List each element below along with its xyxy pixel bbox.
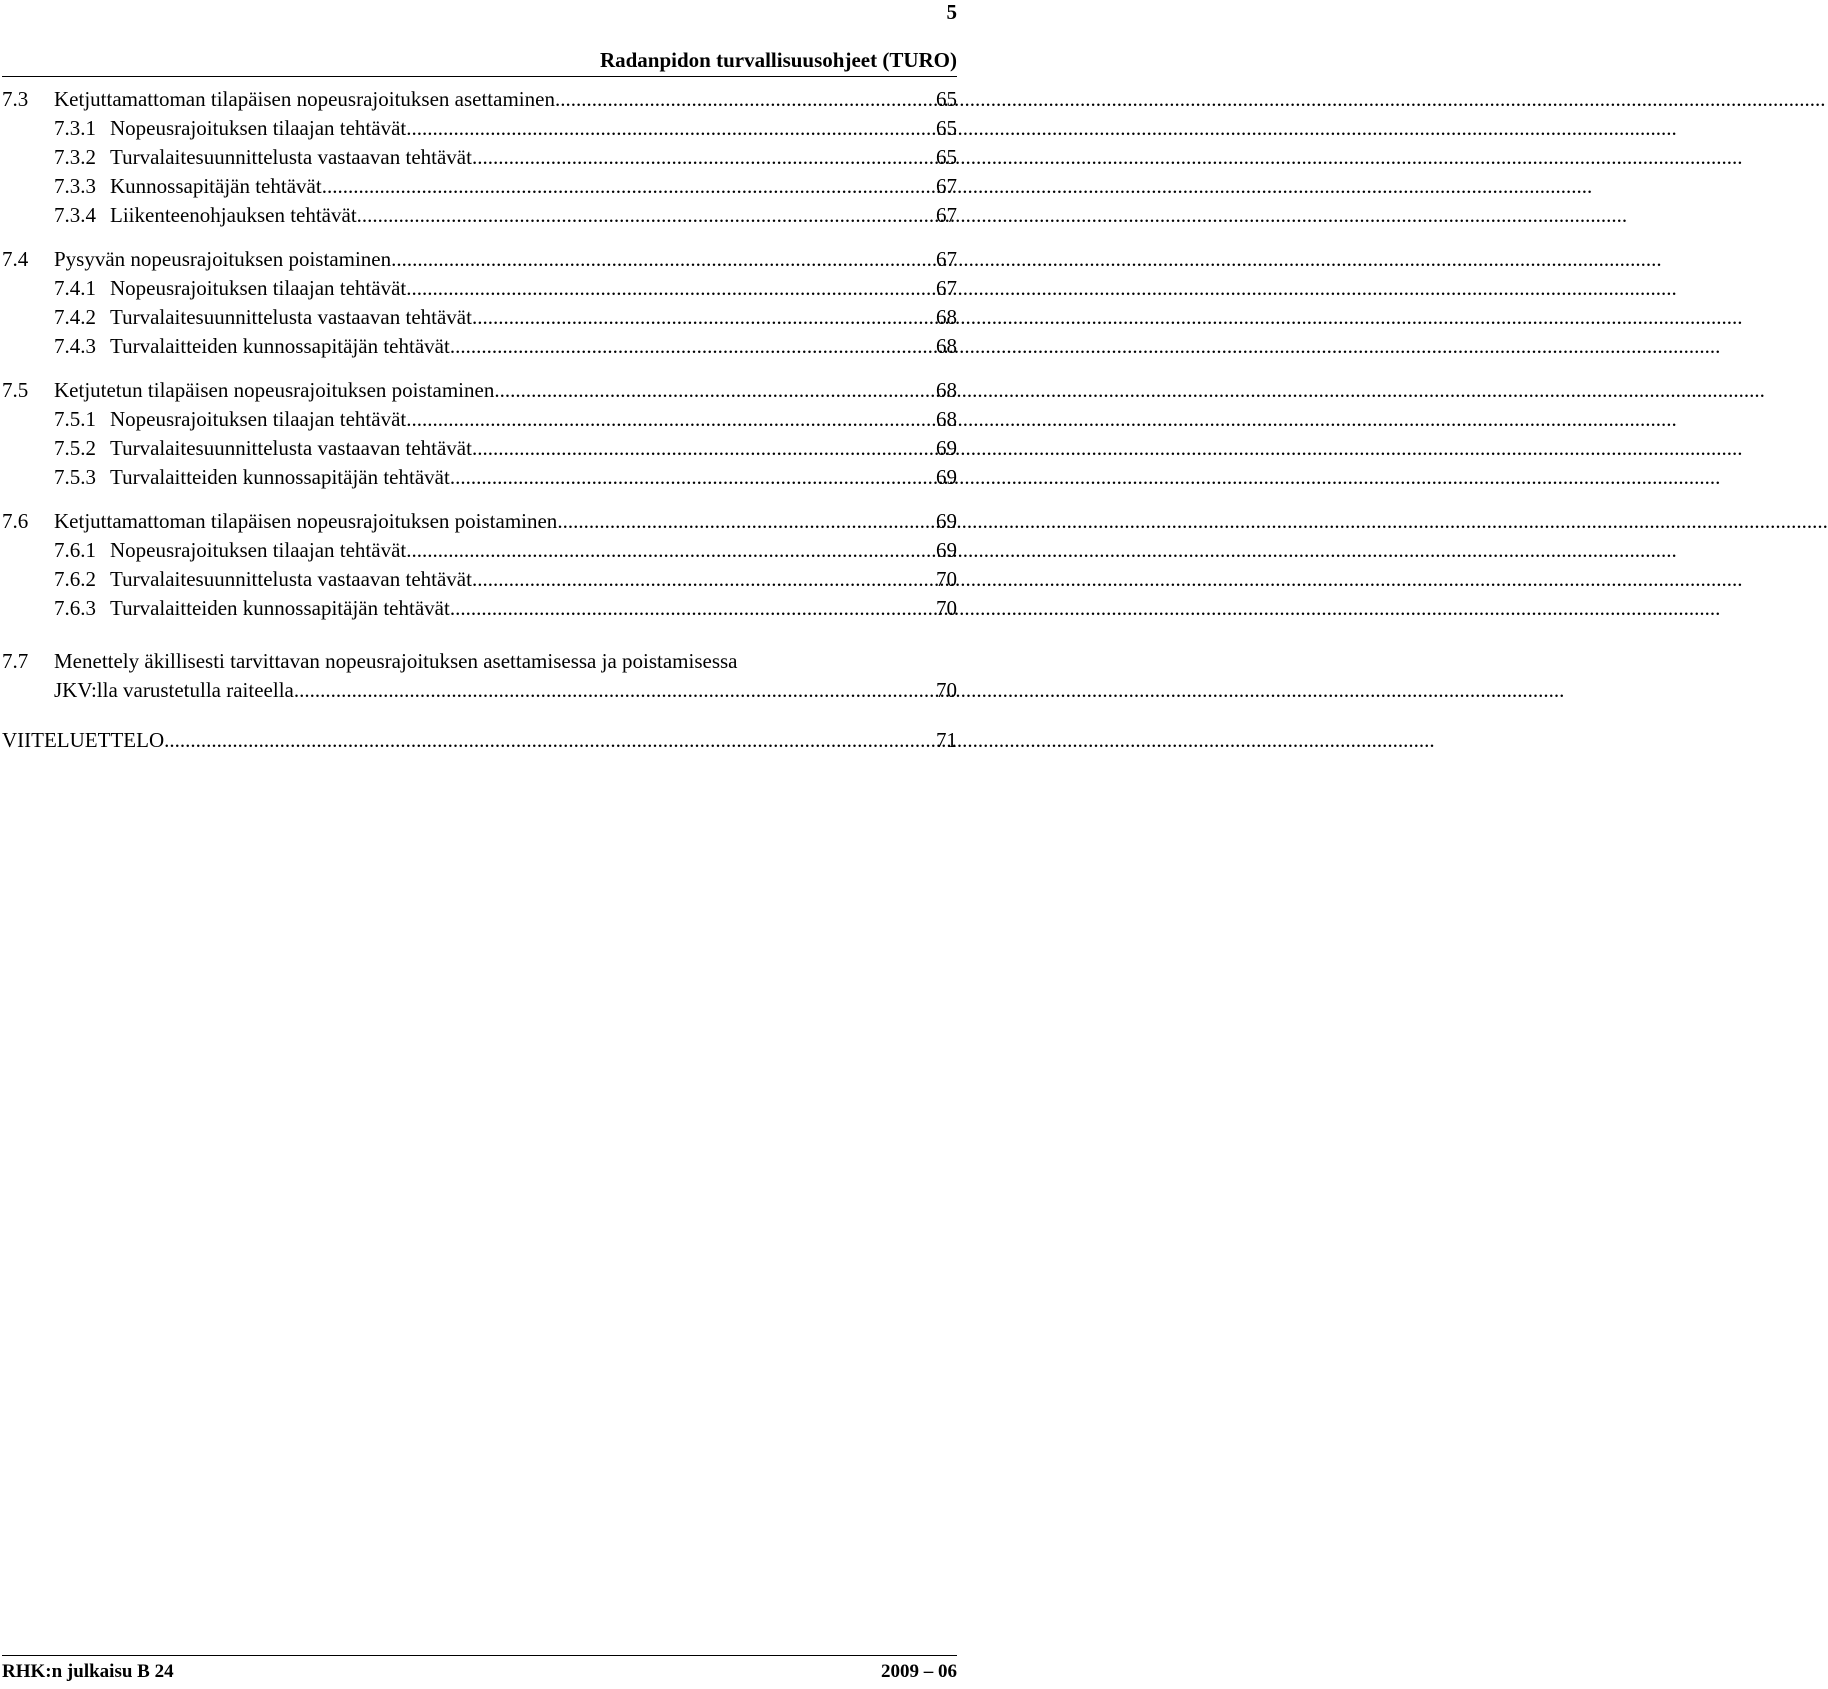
toc-entry-number: 7.3 <box>2 87 29 111</box>
toc-entry-title: Nopeusrajoituksen tilaajan tehtävät <box>110 116 407 140</box>
toc-entry-number: 7.4 <box>2 247 29 271</box>
toc-dot-leader <box>357 200 936 230</box>
toc-entry-page: 67 <box>936 276 957 300</box>
toc-entry-page: 69 <box>936 436 957 460</box>
toc-entry-number: 7.6.2 <box>54 567 96 591</box>
toc-entry-title: Ketjutetun tilapäisen nopeusrajoituksen poistaminen <box>54 378 495 402</box>
toc-entry[interactable] <box>54 675 957 705</box>
toc-entry-page: 69 <box>936 509 957 533</box>
toc-entry-title: Nopeusrajoituksen tilaajan tehtävät <box>110 407 407 431</box>
toc-entry[interactable] <box>54 433 957 463</box>
toc-entry-number: 7.3.3 <box>54 174 96 198</box>
toc-entry-number: 7.6.3 <box>54 596 96 620</box>
toc-entry-page: 70 <box>936 596 957 620</box>
toc-entry-title: Pysyvän nopeusrajoituksen poistaminen <box>54 247 392 271</box>
toc-entry-page: 70 <box>936 567 957 591</box>
toc-dot-leader <box>472 564 936 594</box>
toc-entry-number: 7.3.2 <box>54 145 96 169</box>
toc-entry[interactable] <box>2 725 957 755</box>
toc-dot-leader <box>450 593 936 623</box>
toc-entry[interactable] <box>54 404 957 434</box>
toc-entry-title-line1: Menettely äkillisesti tarvittavan nopeusrajoituksen asettamisessa ja poistamisessa <box>54 649 738 673</box>
toc-entry[interactable] <box>54 171 957 201</box>
toc-entry[interactable] <box>2 506 957 536</box>
toc-entry-page: 68 <box>936 378 957 402</box>
toc-entry[interactable] <box>54 331 957 361</box>
toc-entry-page: 67 <box>936 174 957 198</box>
toc-entry[interactable] <box>54 113 957 143</box>
toc-entry-number: 7.4.2 <box>54 305 96 329</box>
toc-entry-title: Turvalaitesuunnittelusta vastaavan tehtävät <box>110 436 472 460</box>
toc-entry-page: 67 <box>936 247 957 271</box>
toc-entry[interactable] <box>2 84 957 114</box>
toc-entry-page: 71 <box>936 728 957 752</box>
header-rule <box>2 76 957 77</box>
toc-entry-title: VIITELUETTELO <box>2 728 165 752</box>
toc-entry[interactable] <box>54 302 957 332</box>
toc-entry-number: 7.5.1 <box>54 407 96 431</box>
toc-entry[interactable] <box>54 142 957 172</box>
toc-entry-page: 68 <box>936 407 957 431</box>
toc-dot-leader <box>450 331 936 361</box>
toc-entry-title: Turvalaitesuunnittelusta vastaavan tehtävät <box>110 305 472 329</box>
toc-dot-leader <box>557 506 936 536</box>
toc-entry-page: 65 <box>936 116 957 140</box>
toc-entry-title: Turvalaitesuunnittelusta vastaavan tehtävät <box>110 145 472 169</box>
toc-entry-number: 7.7 <box>2 649 29 673</box>
toc-dot-leader <box>406 404 936 434</box>
toc-entry-page: 68 <box>936 334 957 358</box>
toc-dot-leader <box>322 171 936 201</box>
header-title: Radanpidon turvallisuusohjeet (TURO) <box>599 48 957 72</box>
toc-entry-page: 70 <box>936 678 957 702</box>
toc-entry-title: Ketjuttamattoman tilapäisen nopeusrajoituksen asettaminen <box>54 87 555 111</box>
toc-entry-number: 7.3.4 <box>54 203 96 227</box>
toc-dot-leader <box>406 113 936 143</box>
toc-entry-page: 68 <box>936 305 957 329</box>
toc-dot-leader <box>450 462 936 492</box>
page-number: 5 <box>946 0 957 24</box>
toc-dot-leader <box>294 675 936 705</box>
toc-entry-page: 65 <box>936 145 957 169</box>
toc-entry[interactable] <box>54 564 957 594</box>
footer-rule <box>2 1655 957 1656</box>
toc-entry[interactable] <box>2 244 957 274</box>
toc-entry-title: Turvalaitteiden kunnossapitäjän tehtävät <box>110 334 450 358</box>
toc-entry-page: 69 <box>936 538 957 562</box>
toc-entry-title: Liikenteenohjauksen tehtävät <box>110 203 357 227</box>
toc-entry-page: 65 <box>936 87 957 111</box>
toc-dot-leader <box>472 302 936 332</box>
toc-dot-leader <box>472 142 936 172</box>
toc-entry-number: 7.3.1 <box>54 116 96 140</box>
toc-entry-title: Nopeusrajoituksen tilaajan tehtävät <box>110 276 407 300</box>
toc-entry[interactable] <box>54 462 957 492</box>
footer-publication: RHK:n julkaisu B 24 <box>2 1661 174 1682</box>
toc-entry[interactable] <box>54 273 957 303</box>
toc-entry[interactable] <box>2 375 957 405</box>
toc-dot-leader <box>472 433 936 463</box>
footer-date: 2009 – 06 <box>881 1661 957 1682</box>
toc-entry-number: 7.4.1 <box>54 276 96 300</box>
toc-dot-leader <box>406 535 936 565</box>
toc-entry-page: 67 <box>936 203 957 227</box>
toc-entry-title: Turvalaitesuunnittelusta vastaavan tehtävät <box>110 567 472 591</box>
toc-entry[interactable] <box>54 535 957 565</box>
toc-dot-leader <box>164 725 936 755</box>
toc-dot-leader <box>391 244 936 274</box>
toc-dot-leader <box>494 375 936 405</box>
toc-entry-title: Turvalaitteiden kunnossapitäjän tehtävät <box>110 596 450 620</box>
toc-entry-title: Turvalaitteiden kunnossapitäjän tehtävät <box>110 465 450 489</box>
toc-entry-number: 7.6.1 <box>54 538 96 562</box>
toc-entry-number: 7.5.2 <box>54 436 96 460</box>
toc-entry-number: 7.6 <box>2 509 29 533</box>
toc-entry-title: Nopeusrajoituksen tilaajan tehtävät <box>110 538 407 562</box>
toc-dot-leader <box>406 273 936 303</box>
toc-entry-title: JKV:lla varustetulla raiteella <box>54 678 294 702</box>
toc-entry-line1 <box>2 646 957 676</box>
toc-entry[interactable] <box>54 593 957 623</box>
toc-entry-page: 69 <box>936 465 957 489</box>
toc-entry-number: 7.5 <box>2 378 29 402</box>
toc-entry-number: 7.4.3 <box>54 334 96 358</box>
toc-entry-number: 7.5.3 <box>54 465 96 489</box>
toc-entry-title: Ketjuttamattoman tilapäisen nopeusrajoituksen poistaminen <box>54 509 558 533</box>
toc-dot-leader <box>555 84 936 114</box>
toc-entry-title: Kunnossapitäjän tehtävät <box>110 174 322 198</box>
toc-entry[interactable] <box>54 200 957 230</box>
